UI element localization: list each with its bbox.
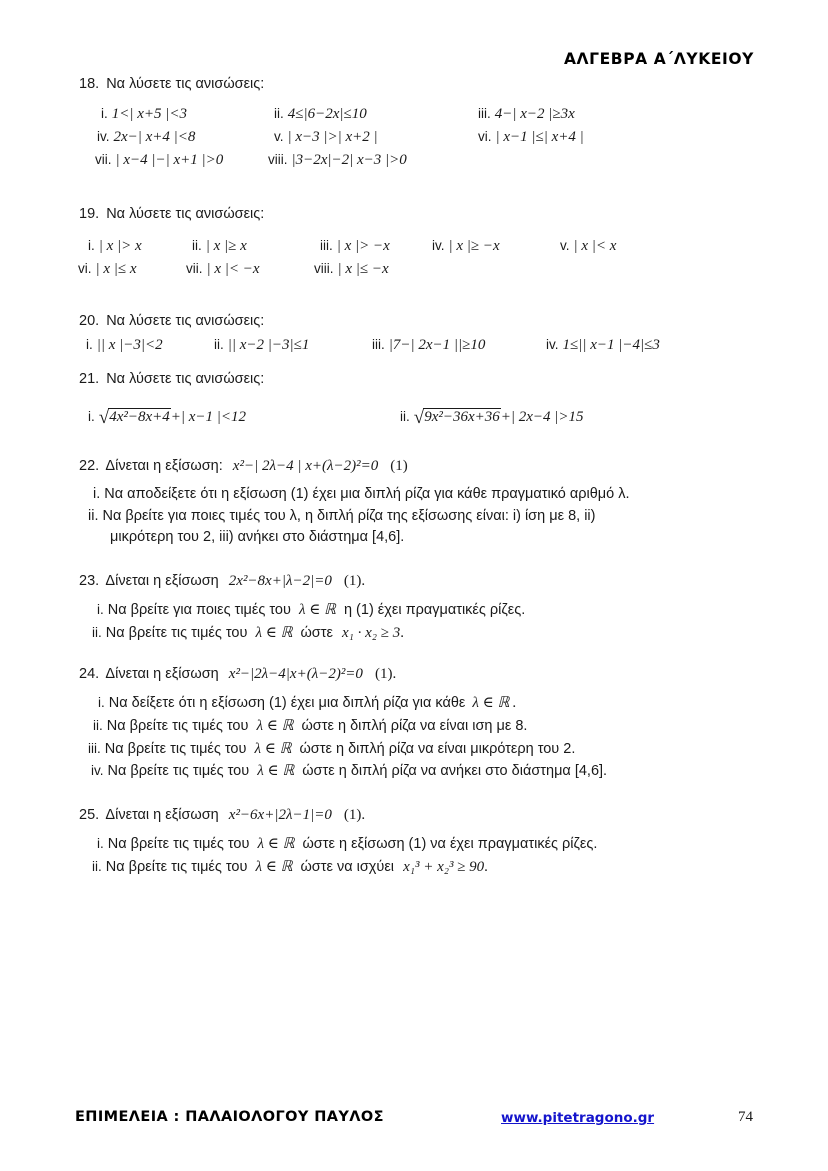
footer-website-link[interactable]: www.pitetragono.gr	[501, 1110, 655, 1126]
list-item: i. Να αποδείξετε ότι η εξίσωση (1) έχει μια διπλή ρίζα για κάθε πραγματικό αριθμό λ.	[93, 485, 630, 502]
exercise-21	[0, 369, 828, 434]
exercise-24-points	[0, 692, 828, 783]
item-19-v	[560, 237, 616, 255]
exercise-20-number: 20.	[79, 313, 100, 330]
exercise-24-title	[0, 664, 828, 686]
point-math: λ ∈ ℝ	[256, 717, 294, 734]
item-expression: | x−4 |−| x+1 |>0	[115, 152, 224, 169]
exercise-20-title-text: Να λύσετε τις ανισώσεις:	[106, 313, 265, 330]
radicand: 9x²−36x+36	[424, 409, 500, 426]
item-19-iii	[320, 237, 390, 255]
item-expression: | x |≥ x	[205, 238, 247, 255]
item-label: ii.	[192, 238, 202, 254]
item-expression: | x |< −x	[206, 261, 260, 278]
item-20-i	[86, 336, 163, 354]
exercise-19	[0, 204, 828, 283]
item-18-i	[101, 105, 187, 123]
item-19-viii	[314, 260, 389, 278]
point-text-pre: Να βρείτε τις τιμές του	[107, 763, 250, 780]
item-label: i.	[97, 835, 104, 851]
point-text-mid: ώστε να ισχύει	[300, 858, 395, 875]
exercise-25-equation: x²−6x+|2λ−1|=0	[228, 807, 332, 824]
point-math: λ ∈ ℝ	[257, 763, 295, 780]
item-label: i.	[97, 601, 104, 617]
point-text-post: .	[512, 695, 517, 712]
item-19-ii	[192, 237, 247, 255]
exercise-24-equation: x²−|2λ−4|x+(λ−2)²=0	[228, 666, 363, 683]
exercise-18-items	[0, 105, 828, 174]
point-text-pre: Να βρείτε τις τιμές του	[104, 740, 247, 757]
exercise-20	[0, 311, 828, 359]
exercise-19-title-text: Να λύσετε τις ανισώσεις:	[106, 206, 265, 223]
item-expression: | x |> −x	[336, 238, 390, 255]
exercise-22-title	[0, 456, 828, 478]
item-label: viii.	[268, 152, 288, 168]
exercise-20-items	[0, 336, 828, 359]
exercise-25-title	[0, 805, 828, 827]
list-item	[0, 856, 828, 879]
exercise-23-equation: 2x²−8x+|λ−2|=0	[228, 573, 332, 590]
item-20-iv	[546, 336, 660, 354]
list-item	[0, 833, 828, 856]
exercise-25	[0, 805, 828, 878]
list-item	[0, 760, 828, 783]
item-21-ii	[400, 408, 584, 427]
exercise-19-items	[0, 237, 828, 283]
exercise-25-title-text: Δίνεται η εξίσωση	[105, 807, 219, 824]
list-item: μικρότερη του 2, iii) ανήκει στο διάστημα [4,6].	[110, 529, 405, 546]
exercise-21-items	[0, 408, 828, 434]
list-item: ii. Να βρείτε για ποιες τιμές του λ, η διπλή ρίζα της εξίσωσης είναι: i) ίση με 8, ii)	[88, 507, 596, 524]
point-math-2: x₁³ + x₂³ ≥ 90	[403, 858, 485, 875]
item-label: vi.	[78, 261, 92, 277]
point-text-post: ώστε η διπλή ρίζα να είναι ιση με 8.	[301, 717, 528, 734]
item-expression: | x |≥ −x	[448, 238, 500, 255]
point-text-pre: Να βρείτε τις τιμές του	[106, 717, 249, 734]
exercise-22-title-text: Δίνεται η εξίσωση:	[105, 458, 223, 475]
item-expression: | x−3 |>| x+2 |	[287, 129, 378, 146]
exercise-22-number: 22.	[79, 458, 100, 475]
item-label: iv.	[432, 238, 445, 254]
item-label: i.	[88, 238, 95, 254]
item-label: i.	[101, 106, 108, 122]
list-item	[0, 151, 828, 174]
point-text-mid: ώστε η εξίσωση (1) να έχει πραγματικές ρίζες.	[302, 835, 598, 852]
item-label: i.	[98, 695, 105, 711]
item-18-ii	[274, 105, 367, 123]
footer-author: ΕΠΙΜΕΛΕΙΑ : ΠΑΛΑΙΟΛΟΓΟΥ ΠΑΥΛΟΣ	[75, 1109, 384, 1125]
item-label: ii.	[92, 858, 102, 874]
exercise-21-number: 21.	[79, 371, 100, 388]
point-math: λ ∈ ℝ	[254, 740, 292, 757]
item-label: iii.	[478, 106, 491, 122]
document-content	[0, 74, 828, 878]
point-text-mid: ώστε	[300, 624, 333, 641]
list-item	[0, 738, 828, 761]
point-math: λ ∈ ℝ	[255, 624, 293, 641]
point-math-2: x₁ · x₂ ≥ 3	[341, 624, 401, 641]
point-math: λ ∈ ℝ	[255, 858, 293, 875]
list-item	[0, 408, 828, 434]
item-label: iv.	[97, 129, 110, 145]
item-label: iv.	[546, 337, 559, 353]
item-label: ii.	[92, 624, 102, 640]
item-expression: | x |≤ −x	[337, 261, 389, 278]
point-math: λ ∈ ℝ	[298, 601, 336, 618]
item-label: ii.	[274, 106, 284, 122]
item-18-iii	[478, 105, 575, 123]
footer-page-number: 74	[738, 1109, 753, 1125]
item-expression: | x |< x	[573, 238, 617, 255]
point-text-pre: Να δείξετε ότι η εξίσωση (1) έχει μια διπλή ρίζα για κάθε	[108, 695, 466, 712]
list-item	[0, 105, 828, 128]
point-text-pre: Να βρείτε τις τιμές του	[105, 858, 248, 875]
point-text-pre: Να βρείτε για ποιες τιμές του	[107, 601, 291, 618]
item-expression: 1≤|| x−1 |−4|≤3	[562, 337, 660, 354]
radicand: 4x²−8x+4	[109, 409, 170, 426]
exercise-18-title	[0, 74, 828, 95]
list-item	[0, 692, 828, 715]
item-expression: 2x−| x+4 |<8	[113, 129, 196, 146]
item-expression-rest: +| 2x−4 |>15	[500, 409, 584, 426]
exercise-24-title-text: Δίνεται η εξίσωση	[105, 666, 219, 683]
list-item	[0, 622, 828, 645]
page-header-title: ΑΛΓΕΒΡΑ Α΄ΛΥΚΕΙΟΥ	[563, 50, 754, 68]
point-text-post: ώστε η διπλή ρίζα να είναι μικρότερη του 2.	[299, 740, 576, 757]
point-text-mid: η (1) έχει πραγματικές ρίζες.	[343, 601, 526, 618]
item-label: ii.	[214, 337, 224, 353]
exercise-21-title	[0, 369, 828, 390]
item-expression: | x−1 |≤| x+4 |	[495, 129, 584, 146]
list-item	[0, 128, 828, 151]
item-label: ii.	[93, 717, 103, 733]
point-text-pre: Να βρείτε τις τιμές του	[107, 835, 250, 852]
exercise-23-number: 23.	[79, 573, 100, 590]
item-18-iv	[97, 128, 195, 146]
exercise-25-equation-tag: (1).	[343, 807, 366, 824]
exercise-23-equation-tag: (1).	[343, 573, 366, 590]
exercise-23-points	[0, 599, 828, 645]
exercise-22-equation-tag: (1)	[390, 458, 408, 475]
exercise-18-number: 18.	[79, 76, 100, 92]
item-expression: 1<| x+5 |<3	[111, 106, 188, 123]
point-text-post: .	[484, 858, 488, 875]
item-expression: | x |≤ x	[95, 261, 137, 278]
item-expression: |7−| 2x−1 ||≥10	[388, 337, 486, 354]
item-19-i	[88, 237, 142, 255]
point-text-pre: Να βρείτε τις τιμές του	[105, 624, 248, 641]
item-label: iii.	[372, 337, 385, 353]
exercise-22-equation: x²−| 2λ−4 | x+(λ−2)²=0	[232, 458, 379, 475]
exercise-18	[0, 74, 828, 174]
item-label: v.	[560, 238, 570, 254]
item-label: i.	[86, 337, 93, 353]
sqrt-expression	[414, 408, 501, 427]
item-expression-rest: +| x−1 |<12	[170, 409, 247, 426]
exercise-23-title-text: Δίνεται η εξίσωση	[105, 573, 219, 590]
exercise-24-number: 24.	[79, 666, 100, 683]
item-label: v.	[274, 129, 284, 145]
item-label: iv.	[91, 763, 104, 779]
list-item	[0, 336, 828, 359]
exercise-25-number: 25.	[79, 807, 100, 824]
item-expression: || x−2 |−3|≤1	[227, 337, 310, 354]
item-18-vii	[95, 151, 223, 169]
item-expression: 4−| x−2 |≥3x	[494, 106, 575, 123]
item-20-ii	[214, 336, 309, 354]
item-label: i.	[88, 409, 95, 425]
point-text-post: ώστε η διπλή ρίζα να ανήκει στο διάστημα [4,6].	[302, 763, 608, 780]
item-label: iii.	[320, 238, 333, 254]
item-19-vii	[186, 260, 260, 278]
item-20-iii	[372, 336, 485, 354]
item-label: vii.	[95, 152, 112, 168]
exercise-24-equation-tag: (1).	[374, 666, 397, 683]
item-18-vi	[478, 128, 584, 146]
item-label: vi.	[478, 129, 492, 145]
item-18-v	[274, 128, 378, 146]
item-19-iv	[432, 237, 500, 255]
exercise-23	[0, 571, 828, 644]
item-18-viii	[268, 151, 407, 169]
exercise-21-title-text: Να λύσετε τις ανισώσεις:	[106, 371, 265, 388]
list-item	[0, 715, 828, 738]
exercise-19-title	[0, 204, 828, 225]
list-item	[0, 237, 828, 260]
item-label: viii.	[314, 261, 334, 277]
point-text-post: .	[400, 624, 404, 641]
item-19-vi	[78, 260, 137, 278]
exercise-22-points	[0, 484, 828, 549]
item-label: iii.	[88, 740, 101, 756]
exercise-25-points	[0, 833, 828, 879]
item-expression: |3−2x|−2| x−3 |>0	[291, 152, 407, 169]
exercise-20-title	[0, 311, 828, 332]
point-math: λ ∈ ℝ	[472, 695, 510, 712]
page-footer	[0, 1109, 828, 1135]
item-21-i	[88, 408, 246, 427]
sqrt-expression	[99, 408, 171, 427]
point-math: λ ∈ ℝ	[257, 835, 295, 852]
item-expression: 4≤|6−2x|≤10	[287, 106, 367, 123]
item-expression: | x |> x	[98, 238, 142, 255]
radical-sign-icon: √	[413, 407, 425, 429]
list-item	[0, 260, 828, 283]
exercise-19-number: 19.	[79, 206, 100, 223]
exercise-22	[0, 456, 828, 549]
list-item	[0, 599, 828, 622]
item-label: ii.	[400, 409, 410, 425]
radical-sign-icon: √	[98, 407, 110, 429]
item-expression: || x |−3|<2	[96, 337, 163, 354]
exercise-23-title	[0, 571, 828, 593]
exercise-24	[0, 664, 828, 783]
item-label: vii.	[186, 261, 203, 277]
exercise-18-title-text: Να λύσετε τις ανισώσεις:	[106, 76, 265, 92]
